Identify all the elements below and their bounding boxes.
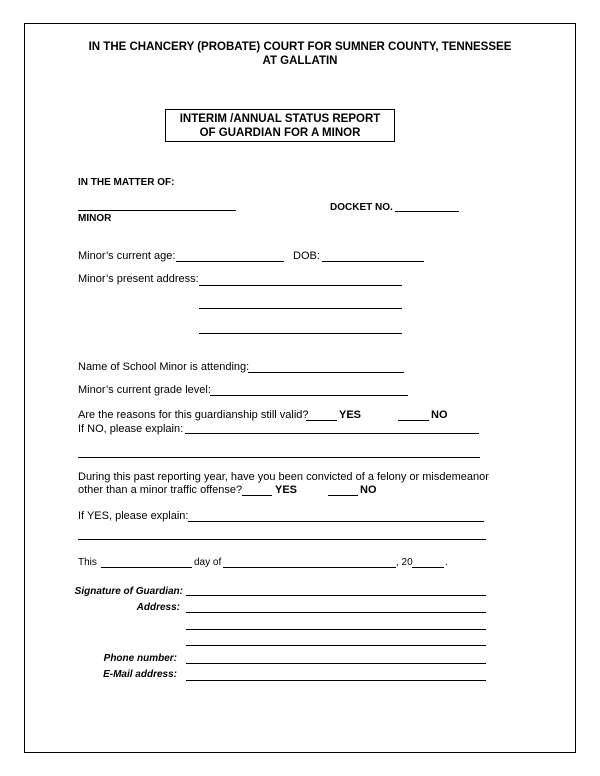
grade-level-field[interactable] <box>210 395 408 396</box>
present-address-line2[interactable] <box>199 308 402 309</box>
if-yes-explain-label: If YES, please explain: <box>78 510 189 522</box>
address-label: Address: <box>136 602 180 613</box>
month-field[interactable] <box>223 567 396 568</box>
reasons-valid-label: Are the reasons for this guardianship still valid? <box>78 409 309 421</box>
signature-field[interactable] <box>186 595 486 596</box>
if-yes-explain-line1[interactable] <box>188 521 484 522</box>
dob-label: DOB: <box>293 250 320 262</box>
matter-name-field[interactable] <box>78 210 236 211</box>
phone-number-field[interactable] <box>186 663 486 664</box>
reasons-valid-yes-field[interactable] <box>306 420 337 421</box>
convicted-question-line2: other than a minor traffic offense? <box>78 484 243 496</box>
present-address-line3[interactable] <box>199 333 402 334</box>
grade-level-label: Minor’s current grade level: <box>78 384 211 396</box>
school-field[interactable] <box>248 372 404 373</box>
reasons-valid-no-field[interactable] <box>398 420 429 421</box>
email-address-field[interactable] <box>186 680 486 681</box>
reasons-valid-no-label: NO <box>431 409 448 421</box>
year-field[interactable] <box>412 567 444 568</box>
day-of-label: day of <box>194 557 222 568</box>
this-label: This <box>78 557 97 568</box>
phone-number-label: Phone number: <box>103 653 177 664</box>
convicted-no-field[interactable] <box>328 495 358 496</box>
present-address-label: Minor’s present address: <box>78 273 199 285</box>
minor-label: MINOR <box>78 213 112 224</box>
year-prefix-label: , 20 <box>396 557 413 568</box>
in-the-matter-of-label: IN THE MATTER OF: <box>78 177 175 188</box>
convicted-no-label: NO <box>360 484 377 496</box>
court-heading-line1: IN THE CHANCERY (PROBATE) COURT FOR SUMNER COUNTY, TENNESSEE <box>88 41 512 53</box>
convicted-question-line1: During this past reporting year, have you been convicted of a felony or misdemeanor <box>78 471 489 483</box>
current-age-field[interactable] <box>176 261 284 262</box>
report-title-line2: OF GUARDIAN FOR A MINOR <box>199 127 361 139</box>
address-line1[interactable] <box>186 612 486 613</box>
docket-no-label: DOCKET NO. <box>330 202 393 213</box>
if-no-explain-line2[interactable] <box>78 457 480 458</box>
convicted-yes-label: YES <box>275 484 298 496</box>
address-line3[interactable] <box>186 645 486 646</box>
if-yes-explain-line2[interactable] <box>78 539 486 540</box>
signature-of-guardian-label: Signature of Guardian: <box>74 586 183 597</box>
if-no-explain-label: If NO, please explain: <box>78 423 184 435</box>
dob-field[interactable] <box>322 261 424 262</box>
year-suffix-label: . <box>445 557 448 568</box>
day-field[interactable] <box>101 567 192 568</box>
school-label: Name of School Minor is attending: <box>78 361 250 373</box>
email-address-label: E-Mail address: <box>103 669 177 680</box>
present-address-line1[interactable] <box>199 285 402 286</box>
convicted-yes-field[interactable] <box>242 495 272 496</box>
court-heading-line2: AT GALLATIN <box>262 55 338 67</box>
address-line2[interactable] <box>186 629 486 630</box>
reasons-valid-yes-label: YES <box>339 409 362 421</box>
current-age-label: Minor’s current age: <box>78 250 176 262</box>
docket-no-field[interactable] <box>395 211 459 212</box>
if-no-explain-line1[interactable] <box>185 433 479 434</box>
report-title-box <box>165 109 395 142</box>
report-title-line1: INTERIM /ANNUAL STATUS REPORT <box>179 113 381 125</box>
